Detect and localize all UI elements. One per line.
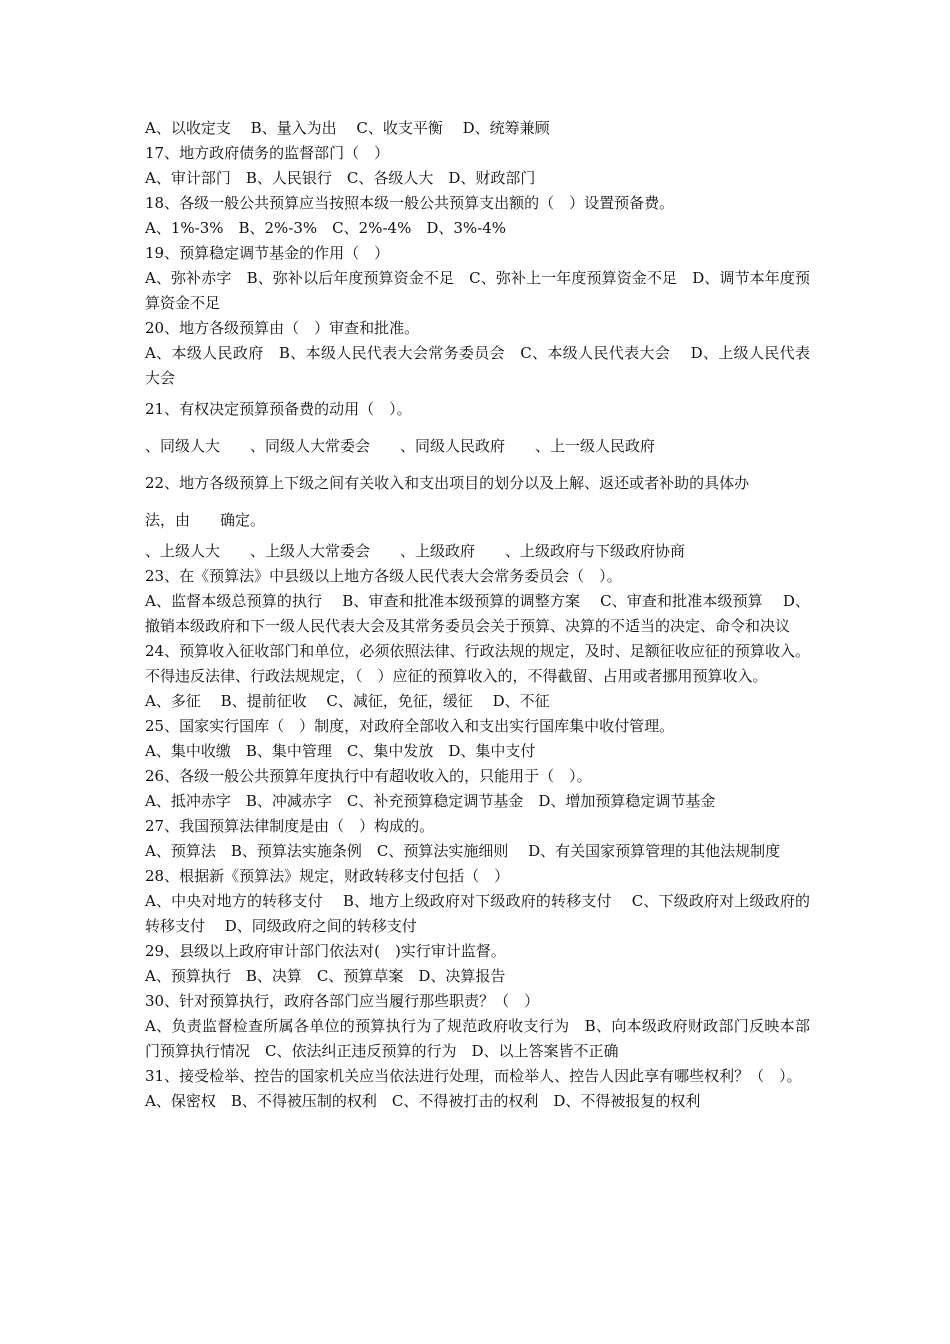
answer-options-24: A、多征 B、提前征收 C、减征，免征，缓征 D、不征	[145, 692, 550, 710]
answer-options-22: 、上级人大 、上级人大常委会 、上级政府 、上级政府与下级政府协商	[145, 542, 686, 560]
question-24: 24、预算收入征收部门和单位，必须依照法律、行政法规的规定，及时、足额征收应征的预算收入。不得违反法律、行政法规规定，（ ）应征的预算收入的，不得截留、占用或者挪用预算收入。	[145, 642, 810, 685]
question-22: 22、地方各级预算上下级之间有关收入和支出项目的划分以及上解、返还或者补助的具体办	[145, 474, 750, 492]
question-30: 30、针对预算执行，政府各部门应当履行那些职责？（ ）	[145, 992, 540, 1010]
answer-options-19: A、弥补赤字 B、弥补以后年度预算资金不足 C、弥补上一年度预算资金不足 D、调节本年度预算资金不足	[145, 269, 810, 312]
question-18: 18、各级一般公共预算应当按照本级一般公共预算支出额的（ ）设置预备费。	[145, 194, 675, 212]
answer-options-23: A、监督本级总预算的执行 B、审查和批准本级预算的调整方案 C、审查和批准本级预算 D、撤销本级政府和下一级人民代表大会及其常务委员会关于预算、决算的不适当的决定、命令和决议	[145, 592, 810, 635]
answer-options-29: A、预算执行 B、决算 C、预算草案 D、决算报告	[145, 967, 506, 985]
question-22-cont: 法，由 确定。	[145, 511, 266, 529]
answer-options-30: A、负责监督检查所属各单位的预算执行为了规范政府收支行为 B、向本级政府财政部门反映本部门预算执行情况 C、依法纠正违反预算的行为 D、以上答案皆不正确	[145, 1017, 810, 1060]
answer-options-20: A、本级人民政府 B、本级人民代表大会常务委员会 C、本级人民代表大会 D、上级人民代表大会	[145, 344, 810, 387]
answer-options-25: A、集中收缴 B、集中管理 C、集中发放 D、集中支付	[145, 742, 536, 760]
question-29: 29、县级以上政府审计部门依法对( )实行审计监督。	[145, 942, 506, 960]
question-25: 25、国家实行国库（ ）制度，对政府全部收入和支出实行国库集中收付管理。	[145, 717, 675, 735]
answer-options-31: A、保密权 B、不得被压制的权利 C、不得被打击的权利 D、不得被报复的权利	[145, 1092, 701, 1110]
answer-options-27: A、预算法 B、预算法实施条例 C、预算法实施细则 D、有关国家预算管理的其他法规制度	[145, 842, 781, 860]
answer-options-16: A、以收定支 B、量入为出 C、收支平衡 D、统筹兼顾	[145, 119, 550, 137]
answer-options-21: 、同级人大 、同级人大常委会 、同级人民政府 、上一级人民政府	[145, 437, 656, 455]
question-21: 21、有权决定预算预备费的动用（ ）。	[145, 400, 412, 418]
document-body	[145, 116, 810, 1114]
answer-options-17: A、审计部门 B、人民银行 C、各级人大 D、财政部门	[145, 169, 536, 187]
question-23: 23、在《预算法》中县级以上地方各级人民代表大会常务委员会（ ）。	[145, 567, 622, 585]
answer-options-26: A、抵冲赤字 B、冲减赤字 C、补充预算稳定调节基金 D、增加预算稳定调节基金	[145, 792, 716, 810]
question-17: 17、地方政府债务的监督部门（ ）	[145, 144, 390, 162]
question-19: 19、预算稳定调节基金的作用（ ）	[145, 244, 390, 262]
question-20: 20、地方各级预算由（ ）审查和批准。	[145, 319, 420, 337]
question-28: 28、根据新《预算法》规定，财政转移支付包括（ ）	[145, 867, 510, 885]
answer-options-18: A、1%-3% B、2%-3% C、2%-4% D、3%-4%	[145, 219, 507, 237]
question-27: 27、我国预算法律制度是由（ ）构成的。	[145, 817, 435, 835]
answer-options-28: A、中央对地方的转移支付 B、地方上级政府对下级政府的转移支付 C、下级政府对上级政府的转移支付 D、同级政府之间的转移支付	[145, 892, 810, 935]
question-26: 26、各级一般公共预算年度执行中有超收收入的，只能用于（ ）。	[145, 767, 592, 785]
question-31: 31、接受检举、控告的国家机关应当依法进行处理，而检举人、控告人因此享有哪些权利？（ ）。	[145, 1067, 802, 1085]
